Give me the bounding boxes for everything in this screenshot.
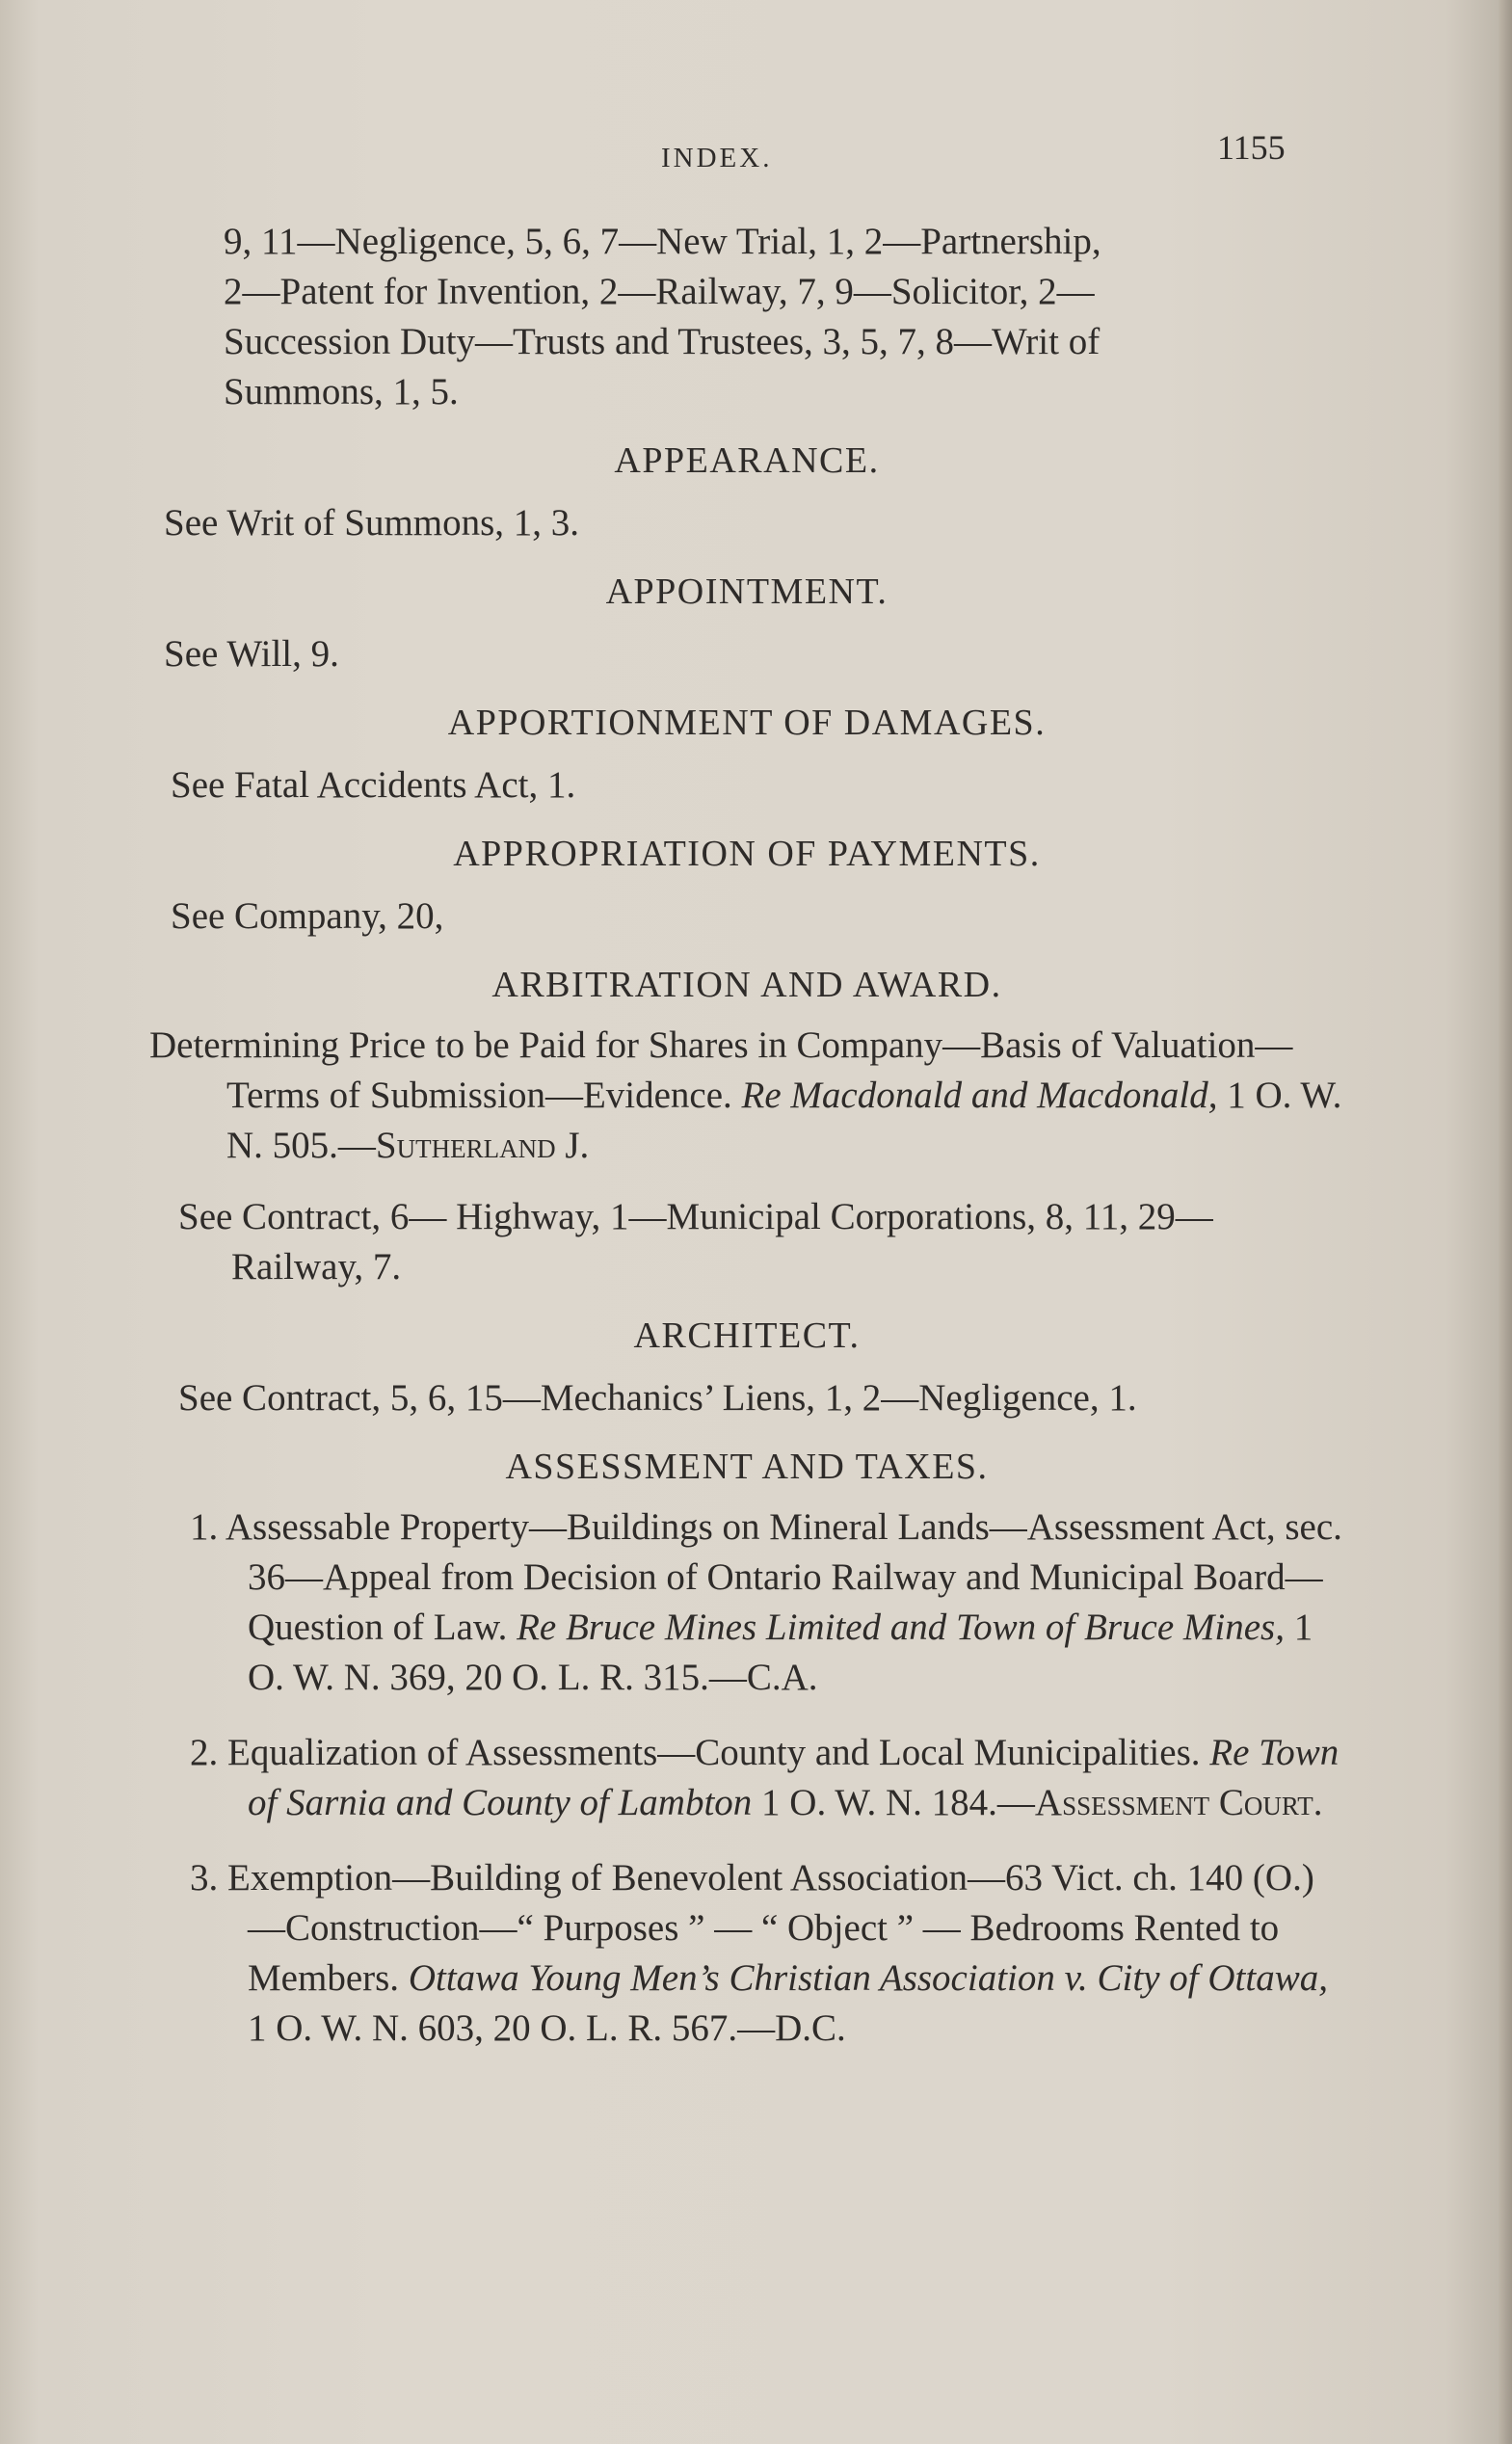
continued-line: 9, 11—Negligence, 5, 6, 7—New Trial, 1, 2—Partnership, [224,221,1101,262]
case-name: Re Town of Sarnia and County of Lambton [248,1732,1340,1823]
numbered-entry [149,1502,1344,1703]
running-header-title: INDEX. [661,143,773,173]
case-name: Re Macdonald and Macdonald, [741,1075,1218,1116]
entry-text: Determining Price to be Paid for Shares in Company—Basis of Valuation—Terms of Submission—Evidence. [149,1024,1293,1116]
entry-text: Equalization of Assessments—County and Local Municipalities. [227,1732,1210,1773]
cross-reference: See Company, 20, [171,895,444,937]
judge-name: Sutherland J. [375,1125,590,1166]
continued-line: 2—Patent for Invention, 2—Railway, 7, 9—Solicitor, 2— [224,271,1095,312]
cross-reference: See Will, 9. [164,633,339,675]
continued-line: Succession Duty—Trusts and Trustees, 3, 5, 7, 8—Writ of [224,321,1101,362]
cross-reference: See Contract, 6— Highway, 1—Municipal Corporations, 8, 11, 29—Railway, 7. [178,1196,1213,1288]
continued-line: Summons, 1, 5. [224,371,459,412]
case-name: Re Bruce Mines Limited and Town of Bruce Mines, [517,1607,1285,1648]
section-heading-assessment: ASSESSMENT AND TAXES. [505,1447,989,1487]
citation: 1 O. W. N. 603, 20 O. L. R. 567.—D.C. [248,2007,846,2049]
citation: 1 O. W. N. 505.— [226,1075,1342,1166]
cross-reference: See Writ of Summons, 1, 3. [164,502,580,544]
section-heading-appearance: APPEARANCE. [614,440,880,481]
entry-number: 2. [190,1732,219,1773]
section-heading-appointment: APPOINTMENT. [605,571,889,612]
section-heading-apportionment: APPORTIONMENT OF DAMAGES. [447,703,1047,743]
index-content [149,217,1344,2079]
entry-text: Exemption—Building of Benevolent Association—63 Vict. ch. 140 (O.)—Construction—“ Purposes ” — “ Object ” — Bedrooms Rented to Members. [227,1857,1314,1999]
cross-reference: See Fatal Accidents Act, 1. [171,764,576,806]
index-entry [149,1021,1344,1171]
section-heading-architect: ARCHITECT. [633,1315,861,1356]
citation: 1 O. W. N. 184.— [752,1782,1035,1823]
numbered-entry [149,1853,1344,2054]
cross-reference: See Contract, 5, 6, 15—Mechanics’ Liens, 1, 2—Negligence, 1. [178,1377,1137,1419]
page-number: 1155 [1217,128,1286,167]
section-heading-appropriation: APPROPRIATION OF PAYMENTS. [453,834,1041,874]
page-edge [1499,0,1512,2444]
court-name: Assessment Court. [1034,1782,1323,1823]
continued-entry [149,217,1344,417]
citation: 1 O. W. N. 369, 20 O. L. R. 315.—C.A. [248,1607,1313,1698]
numbered-entry [149,1728,1344,1828]
entry-number: 1. [190,1506,219,1548]
entry-number: 3. [190,1857,219,1899]
entry-text: Assessable Property—Buildings on Mineral Lands—Assessment Act, sec. 36—Appeal from Decision of Ontario Railway and Municipal Board—Question of Law. [225,1506,1342,1648]
case-name: Ottawa Young Men’s Christian Association v. City of Ottawa, [408,1957,1328,1999]
section-heading-arbitration: ARBITRATION AND AWARD. [491,965,1002,1005]
